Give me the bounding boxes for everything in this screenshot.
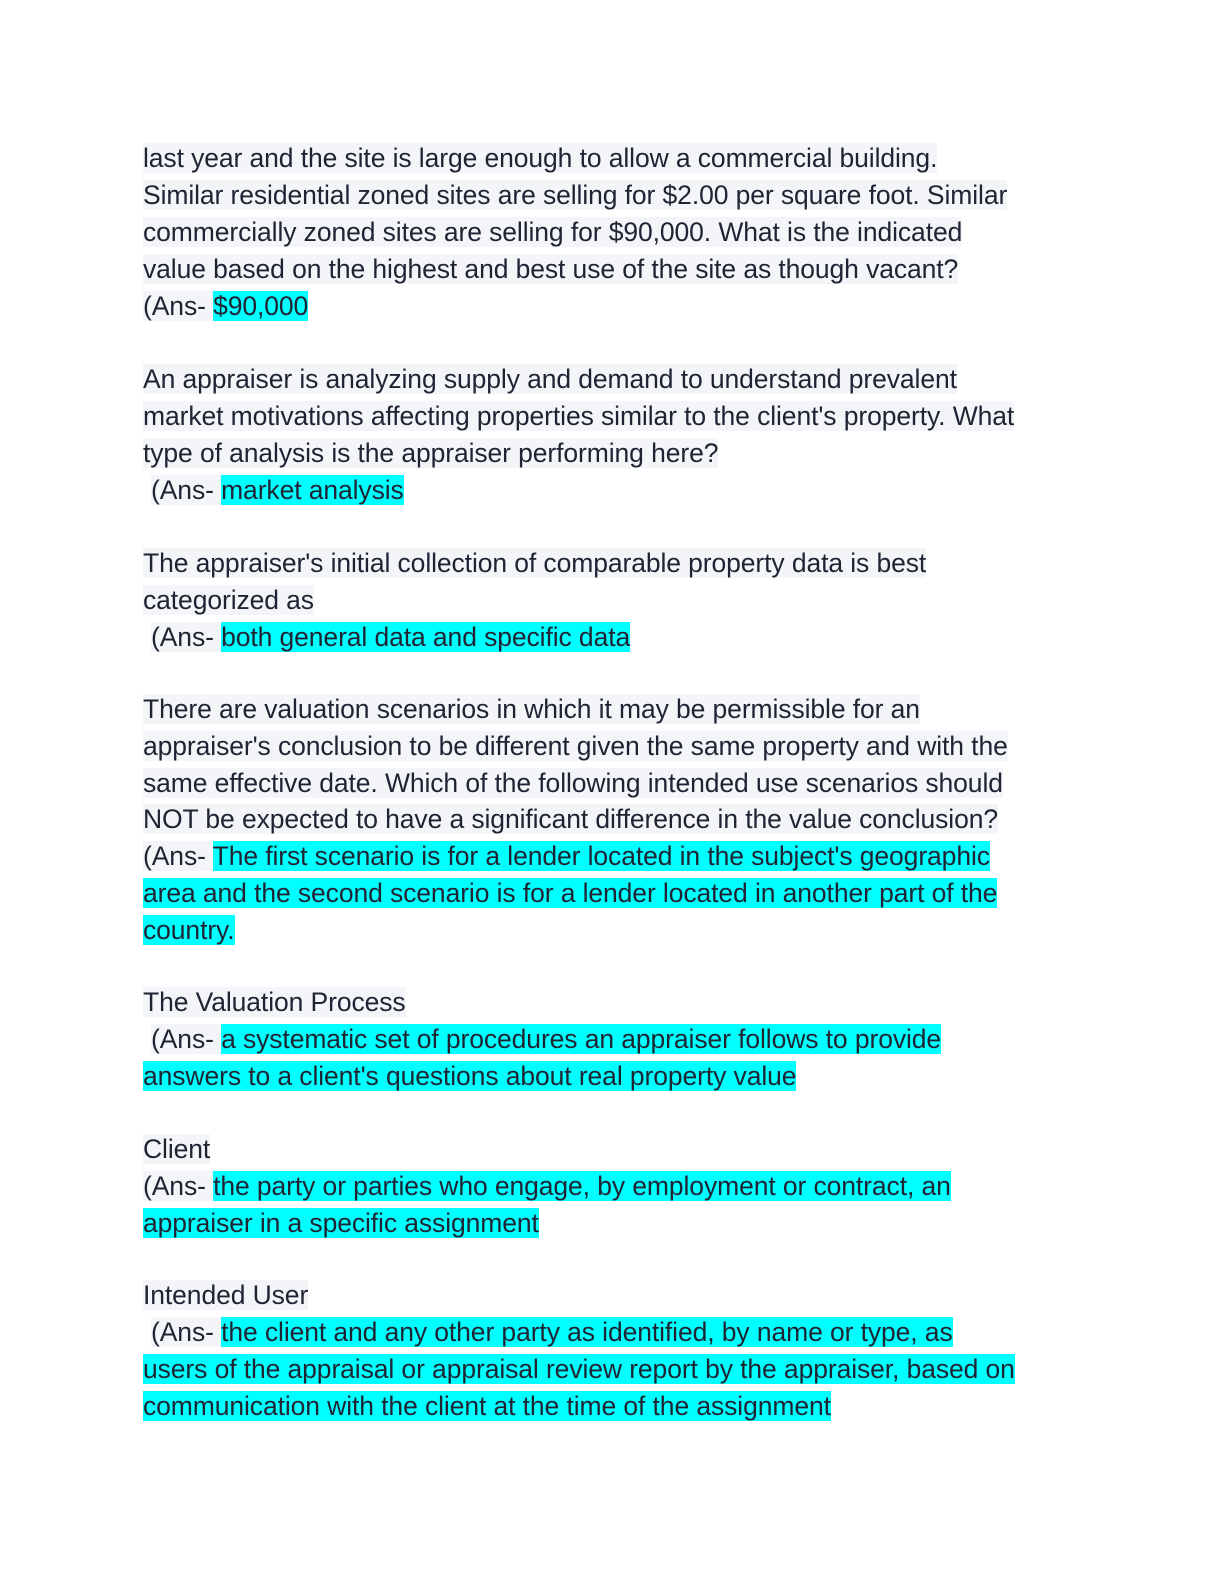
answer-line <box>143 288 308 325</box>
answer-line <box>143 875 997 912</box>
answer-highlight: country. <box>143 915 235 945</box>
answer-line <box>143 1388 831 1425</box>
answer-line <box>151 1314 953 1351</box>
answer-prefix: (Ans- <box>151 1317 222 1347</box>
answer-highlight: users of the appraisal or appraisal review report by the appraiser, based on <box>143 1354 1015 1384</box>
question-line: commercially zoned sites are selling for $90,000. What is the indicated <box>143 217 963 247</box>
term-line: The Valuation Process <box>143 987 406 1017</box>
question-line: value based on the highest and best use of the site as though vacant? <box>143 254 959 284</box>
question-line: appraiser's conclusion to be different given the same property and with the <box>143 731 1008 761</box>
question-line: type of analysis is the appraiser performing here? <box>143 438 719 468</box>
answer-highlight: communication with the client at the time of the assignment <box>143 1391 831 1421</box>
answer-line <box>143 838 990 875</box>
answer-line <box>143 1058 796 1095</box>
answer-highlight: both general data and specific data <box>221 622 631 652</box>
answer-line <box>143 1168 951 1205</box>
answer-highlight: a systematic set of procedures an appraiser follows to provide <box>221 1024 942 1054</box>
answer-line <box>143 1351 1015 1388</box>
question-line: NOT be expected to have a significant difference in the value conclusion? <box>143 804 998 834</box>
question-line: The appraiser's initial collection of comparable property data is best <box>143 548 927 578</box>
question-line: There are valuation scenarios in which it may be permissible for an <box>143 694 920 724</box>
answer-prefix: (Ans- <box>151 1024 222 1054</box>
answer-line <box>151 1021 941 1058</box>
answer-prefix: (Ans- <box>143 1171 214 1201</box>
question-line: Similar residential zoned sites are selling for $2.00 per square foot. Similar <box>143 180 1008 210</box>
question-line: market motivations affecting properties similar to the client's property. What <box>143 401 1015 431</box>
answer-highlight: answers to a client's questions about real property value <box>143 1061 797 1091</box>
answer-highlight: appraiser in a specific assignment <box>143 1208 539 1238</box>
answer-highlight: The first scenario is for a lender located in the subject's geographic <box>212 841 990 871</box>
answer-highlight: $90,000 <box>213 291 309 321</box>
answer-highlight: market analysis <box>221 475 404 505</box>
answer-highlight: area and the second scenario is for a lender located in another part of the <box>143 878 998 908</box>
question-line: categorized as <box>143 585 314 615</box>
question-line: An appraiser is analyzing supply and demand to understand prevalent <box>143 364 957 394</box>
answer-prefix: (Ans- <box>143 841 213 871</box>
answer-highlight: the party or parties who engage, by employment or contract, an <box>213 1171 951 1201</box>
answer-highlight: the client and any other party as identified, by name or type, as <box>221 1317 953 1347</box>
term-line: Client <box>143 1134 211 1164</box>
answer-prefix: (Ans- <box>143 291 214 321</box>
answer-line <box>143 1205 539 1242</box>
question-line: last year and the site is large enough to allow a commercial building. <box>143 143 938 173</box>
answer-line <box>143 912 235 949</box>
question-line: same effective date. Which of the following intended use scenarios should <box>143 768 1003 798</box>
term-line: Intended User <box>143 1280 309 1310</box>
answer-line <box>151 472 404 509</box>
answer-prefix: (Ans- <box>151 475 222 505</box>
answer-prefix: (Ans- <box>151 622 222 652</box>
answer-line <box>151 619 630 656</box>
